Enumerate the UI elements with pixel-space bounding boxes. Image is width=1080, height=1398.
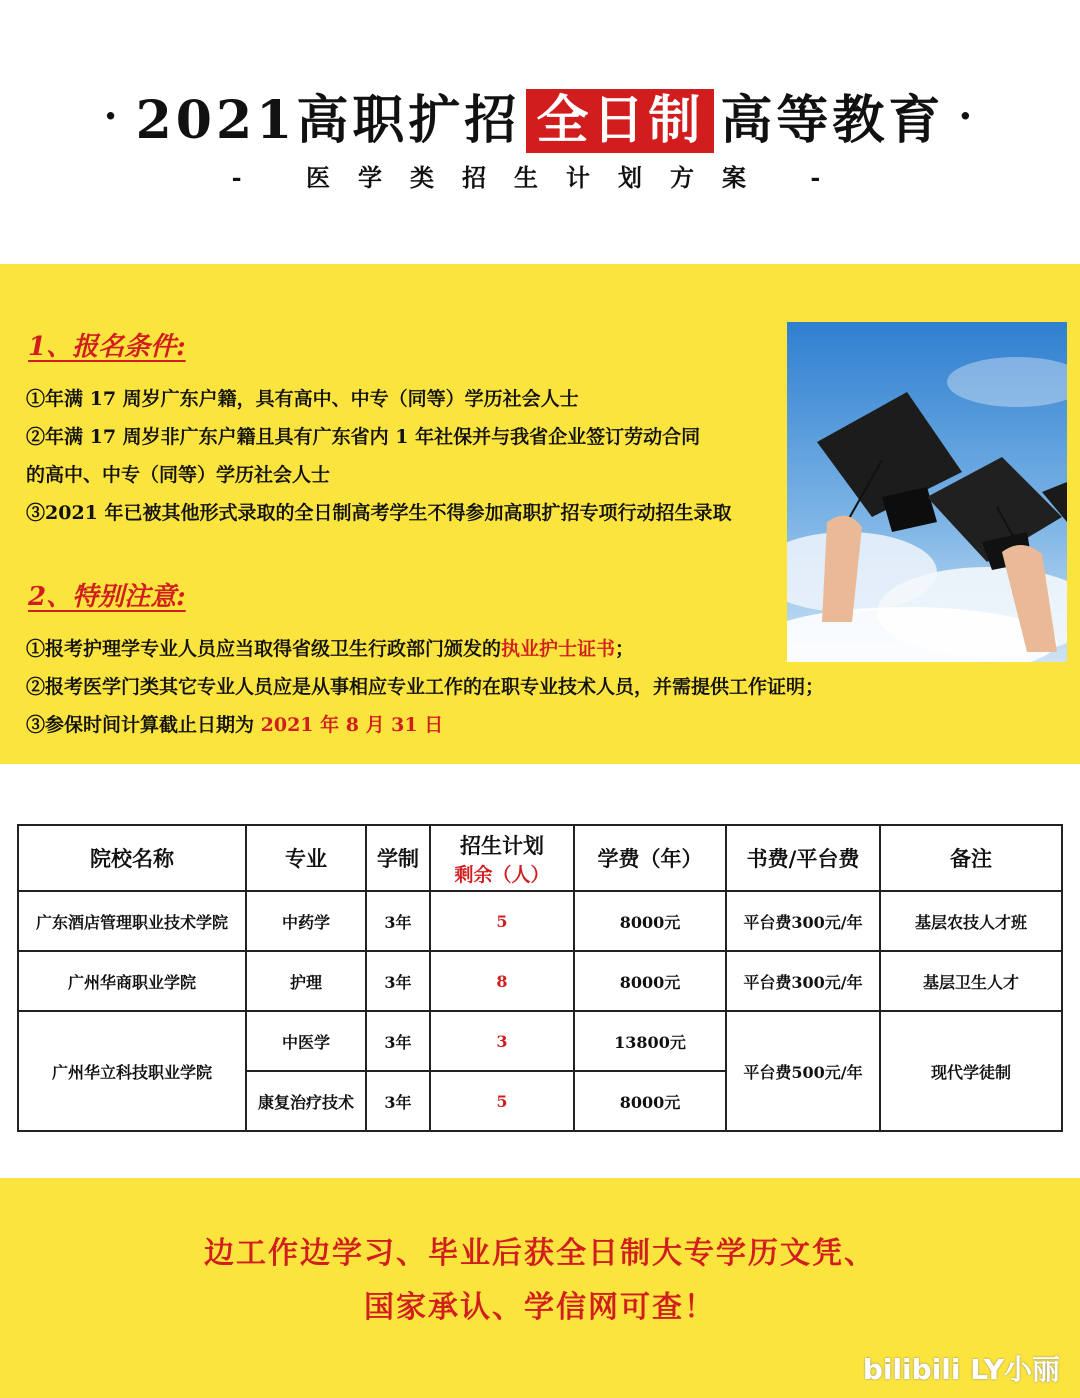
enrollment-table [17,824,1061,1132]
graduation-caps-photo [787,322,1067,662]
cell-note: 基层卫生人才 [880,951,1062,1011]
cell-fee: 8000元 [574,951,726,1011]
cell-plan: 8 [430,951,574,1011]
title-dot-right: · [958,93,977,140]
header-fee: 学费（年） [574,825,726,891]
cell-platform: 平台费300元/年 [726,951,880,1011]
header-plan [430,825,574,891]
table-row [18,1011,1062,1071]
title-highlight: 全日制 [526,89,714,153]
slogan-line-2: 国家承认、学信网可查！ [364,1290,716,1325]
cell-school: 广州华商职业学院 [18,951,246,1011]
header-school: 院校名称 [18,825,246,891]
cell-fee: 8000元 [574,1071,726,1131]
cell-platform: 平台费500元/年 [726,1011,880,1131]
cell-years: 3年 [366,1011,430,1071]
cell-fee: 8000元 [574,891,726,951]
cell-major: 康复治疗技术 [246,1071,366,1131]
section2-item-3 [26,710,443,737]
section2-item-1 [26,634,634,661]
section1-item-2-cont: 的高中、中专（同等）学历社会人士 [26,464,331,486]
cell-years: 3年 [366,1071,430,1131]
cell-school: 广州华立科技职业学院 [18,1011,246,1131]
cell-fee: 13800元 [574,1011,726,1071]
deadline-date-highlight: 2021 年 8 月 31 日 [260,714,444,736]
cell-plan: 3 [430,1011,574,1071]
section1-item-1: ①年满 17 周岁广东户籍，具有高中、中专（同等）学历社会人士 [26,388,579,410]
cell-major: 护理 [246,951,366,1011]
header-plan-sub: 剩余（人） [454,863,550,886]
cell-major: 中医学 [246,1011,366,1071]
page-title [0,78,1080,153]
cell-years: 3年 [366,951,430,1011]
header-note: 备注 [880,825,1062,891]
cell-note: 基层农技人才班 [880,891,1062,951]
header [0,0,1080,262]
cell-note: 现代学徒制 [880,1011,1062,1131]
section2-item-1-suffix: ； [615,638,635,660]
cell-platform: 平台费300元/年 [726,891,880,951]
page-subtitle: - 医学类招生计划方案 - [231,163,849,192]
title-part1: 2021高职扩招 [135,90,521,151]
table-row [18,951,1062,1011]
section1-item-2: ②年满 17 周岁非广东户籍且具有广东省内 1 年社保并与我省企业签订劳动合同 [26,426,701,448]
header-major: 专业 [246,825,366,891]
section2-item-2: ②报考医学门类其它专业人员应是从事相应专业工作的在职专业技术人员，并需提供工作证明； [26,676,825,698]
section1-title: 1、报名条件: [28,332,186,362]
section2-item-3-text: ③参保时间计算截止日期为 [26,714,261,736]
cell-major: 中药学 [246,891,366,951]
table-header-row [18,825,1062,891]
cell-years: 3年 [366,891,430,951]
slogan-line-1: 边工作边学习、毕业后获全日制大专学历文凭、 [204,1236,876,1271]
cell-plan: 5 [430,1071,574,1131]
bilibili-watermark: bilibili LY小丽 [862,1353,1060,1386]
cell-plan: 5 [430,891,574,951]
section1-item-3: ③2021 年已被其他形式录取的全日制高考学生不得参加高职扩招专项行动招生录取 [26,502,732,524]
section2-title: 2、特别注意: [28,582,186,612]
cell-school: 广东酒店管理职业技术学院 [18,891,246,951]
title-part2: 高等教育 [720,90,945,151]
section2-item-1-text: ①报考护理学专业人员应当取得省级卫生行政部门颁发的 [26,638,502,660]
table-row [18,891,1062,951]
header-years: 学制 [366,825,430,891]
nurse-certificate-highlight: 执业护士证书 [501,638,616,660]
title-dot-left: · [103,93,122,140]
header-plan-label: 招生计划 [460,832,544,858]
header-platform: 书费/平台费 [726,825,880,891]
